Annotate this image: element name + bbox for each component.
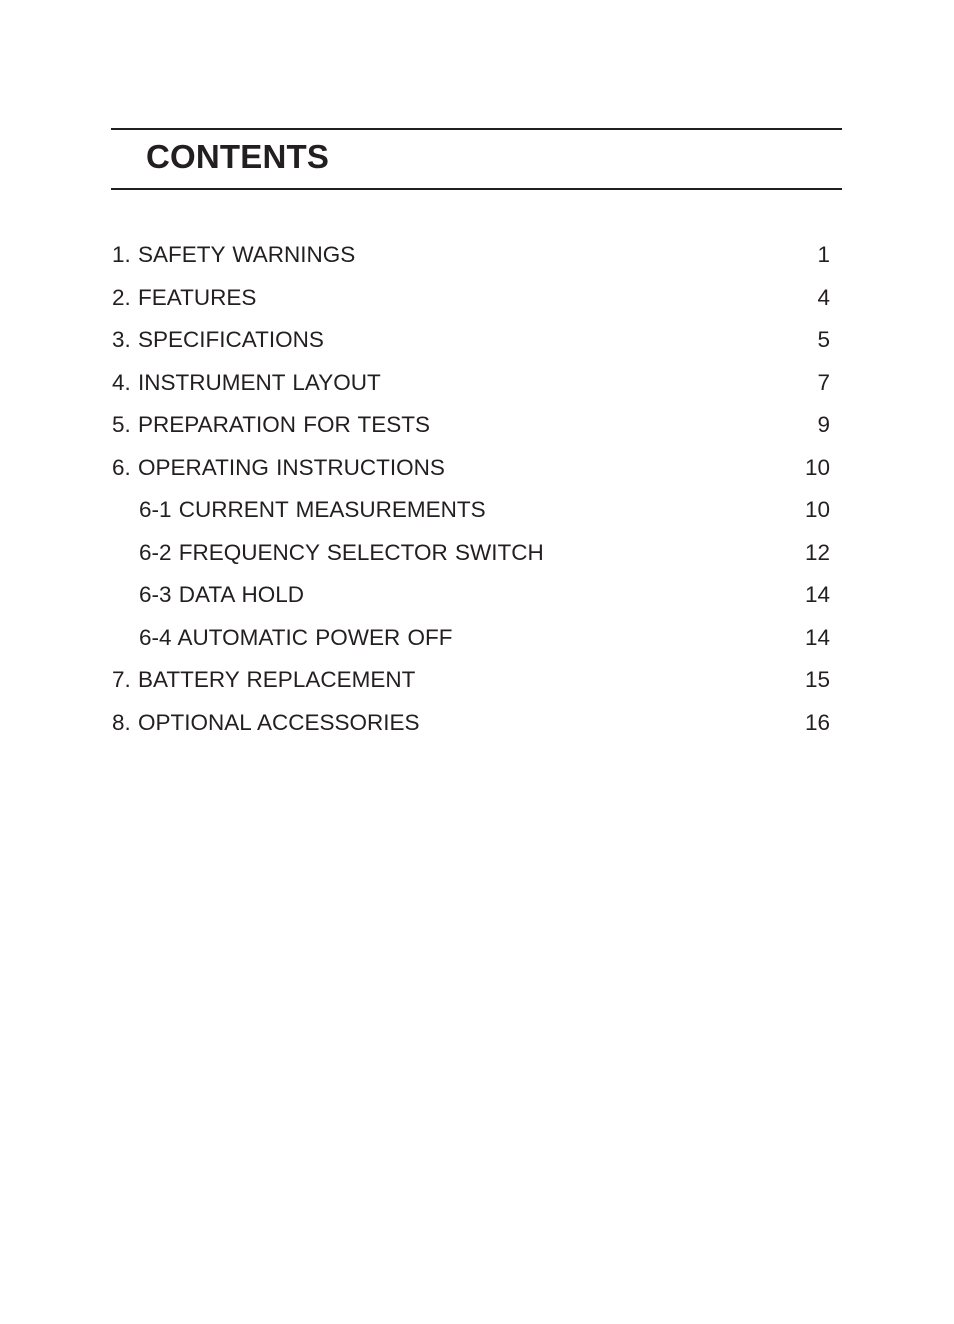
toc-entry-title: 8. OPTIONAL ACCESSORIES [112, 709, 420, 735]
toc-entry [112, 490, 830, 533]
heading-bottom-rule [111, 188, 842, 190]
toc-entry [112, 235, 830, 278]
toc-entry-title: 5. PREPARATION FOR TESTS [112, 412, 431, 437]
toc-entry [112, 278, 830, 321]
toc-entry-title: 3. SPECIFICATIONS [112, 327, 324, 352]
toc-entry-page-number: 7 [817, 369, 830, 395]
toc-entry-page-number: 16 [804, 709, 830, 735]
toc-entry-page-number: 12 [804, 539, 830, 565]
toc-entry-title: 2. FEATURES [112, 284, 257, 310]
contents-heading: CONTENTS [146, 138, 330, 175]
toc-entry [112, 660, 830, 703]
toc-entry-title: 6-4 AUTOMATIC POWER OFF [139, 624, 453, 650]
toc-entry [112, 533, 830, 576]
toc-entry-title: 6-3 DATA HOLD [139, 582, 304, 607]
toc-entry-title: 6. OPERATING INSTRUCTIONS [112, 454, 445, 480]
toc-entry [112, 363, 830, 406]
toc-entry-page-number: 14 [804, 582, 830, 607]
toc-entry-page-number: 9 [817, 412, 830, 437]
toc-entry-page-number: 14 [804, 624, 830, 650]
toc-entry-title: 6-2 FREQUENCY SELECTOR SWITCH [139, 539, 544, 565]
toc-entry-title: 7. BATTERY REPLACEMENT [112, 667, 416, 692]
toc-entry [112, 448, 830, 491]
heading-top-rule [111, 128, 842, 130]
toc-entry [112, 618, 830, 661]
toc-entry-page-number: 1 [817, 242, 830, 267]
toc-entry-title: 1. SAFETY WARNINGS [112, 242, 356, 267]
toc-entry [112, 320, 830, 363]
toc-entry-page-number: 15 [804, 667, 830, 692]
toc-entry-page-number: 10 [804, 454, 830, 480]
toc-entry-page-number: 10 [804, 497, 830, 522]
toc-entry [112, 575, 830, 618]
toc-entry-page-number: 5 [817, 327, 830, 352]
table-of-contents [112, 235, 830, 745]
toc-entry-title: 6-1 CURRENT MEASUREMENTS [139, 497, 486, 522]
toc-entry-title: 4. INSTRUMENT LAYOUT [112, 369, 381, 395]
toc-entry [112, 703, 830, 746]
toc-entry-page-number: 4 [817, 284, 830, 310]
toc-entry [112, 405, 830, 448]
